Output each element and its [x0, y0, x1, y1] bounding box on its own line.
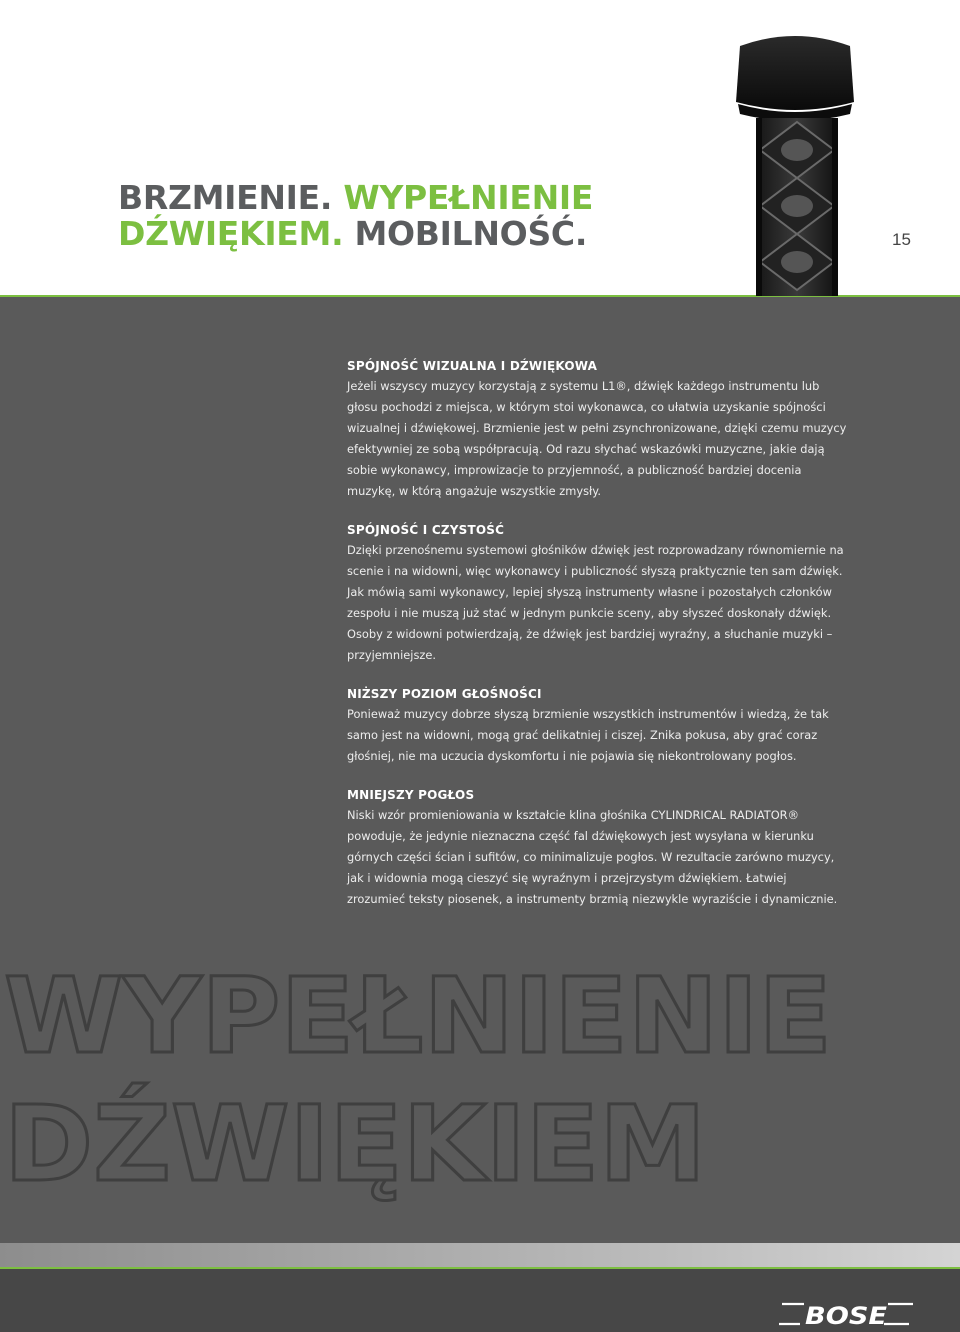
- watermark-line-1: WYPEŁNIENIE: [4, 955, 832, 1077]
- section-body: Niski wzór promieniowania w kształcie klina głośnika CYLINDRICAL RADIATOR® powoduje, że jedynie nieznaczna część fal dźwiękowych jest wysyłana w kierunku górnych części ścian i sufitów, co minimalizuje pogłos. W rezultacie zarówno muzycy, jak i widownia mogą cieszyć się wyraźnym i przejrzystym dźwiękiem. Łatwiej zrozumieć teksty piosenek, a instrumenty brzmią niezwykle wyraziście i dynamicznie.: [347, 808, 838, 906]
- bose-logo: [776, 1300, 916, 1328]
- section-heading: NIŻSZY POZIOM GŁOŚNOŚCI: [347, 687, 542, 701]
- title-part-2: WYPEŁNIENIE: [343, 178, 594, 217]
- watermark-text: [0, 950, 960, 1210]
- section-body: Ponieważ muzycy dobrze słyszą brzmienie wszystkich instrumentów i wiedzą, że tak samo jest na widowni, mogą grać delikatniej i ciszej. Znika pokusa, aby grać coraz głośniej, nie ma uczucia dyskomfortu i nie pojawia się niekontrolowany pogłos.: [347, 707, 829, 763]
- logo-text: BOSE: [805, 1302, 888, 1328]
- title-part-1: BRZMIENIE.: [118, 178, 333, 217]
- section-body: Jeżeli wszyscy muzycy korzystają z systemu L1®, dźwięk każdego instrumentu lub głosu pochodzi z miejsca, w którym stoi wykonawca, co ułatwia uzyskanie spójności wizualnej i dźwiękowej. Brzmienie jest w pełni zsynchronizowane, dzięki czemu muzycy efektywniej ze sobą współpracują. Od razu słychać wskazówki muzyczne, jakie dają sobie wykonawcy, improwizacje to przyjemność, a publiczność bardziej docenia muzykę, w którą angażuje wszystkie zmysły.: [347, 379, 847, 498]
- section-visual-sound: [347, 358, 847, 502]
- article-content: [347, 358, 847, 930]
- speaker-column-image: [734, 32, 856, 296]
- section-less-reverb: [347, 787, 847, 910]
- section-body: Dzięki przenośnemu systemowi głośników dźwięk jest rozprowadzany równomiernie na scenie i na widowni, więc wykonawcy i publiczność słyszą praktycznie ten sam dźwięk. Jak mówią sami wykonawcy, lepiej słyszą instrumenty własne i pozostałych członków zespołu i nie muszą już stać w jednym punkcie sceny, aby słyszeć doskonały dźwięk. Osoby z widowni potwierdzają, że dźwięk jest bardziej wyraźny, a słuchanie muzyki – przyjemniejsze.: [347, 543, 844, 662]
- title-part-4: MOBILNOŚĆ.: [354, 214, 588, 253]
- section-consistency-clarity: [347, 522, 847, 666]
- section-heading: SPÓJNOŚĆ I CZYSTOŚĆ: [347, 523, 505, 537]
- section-heading: SPÓJNOŚĆ WIZUALNA I DŹWIĘKOWA: [347, 359, 598, 373]
- section-heading: MNIEJSZY POGŁOS: [347, 788, 475, 802]
- watermark-line-2: DŹWIĘKIEM: [4, 1083, 706, 1205]
- title-part-3: DŹWIĘKIEM.: [118, 214, 344, 253]
- page-number: 15: [892, 230, 911, 249]
- page-title: [118, 180, 593, 252]
- footer-band: [0, 1243, 960, 1267]
- section-lower-volume: [347, 686, 847, 767]
